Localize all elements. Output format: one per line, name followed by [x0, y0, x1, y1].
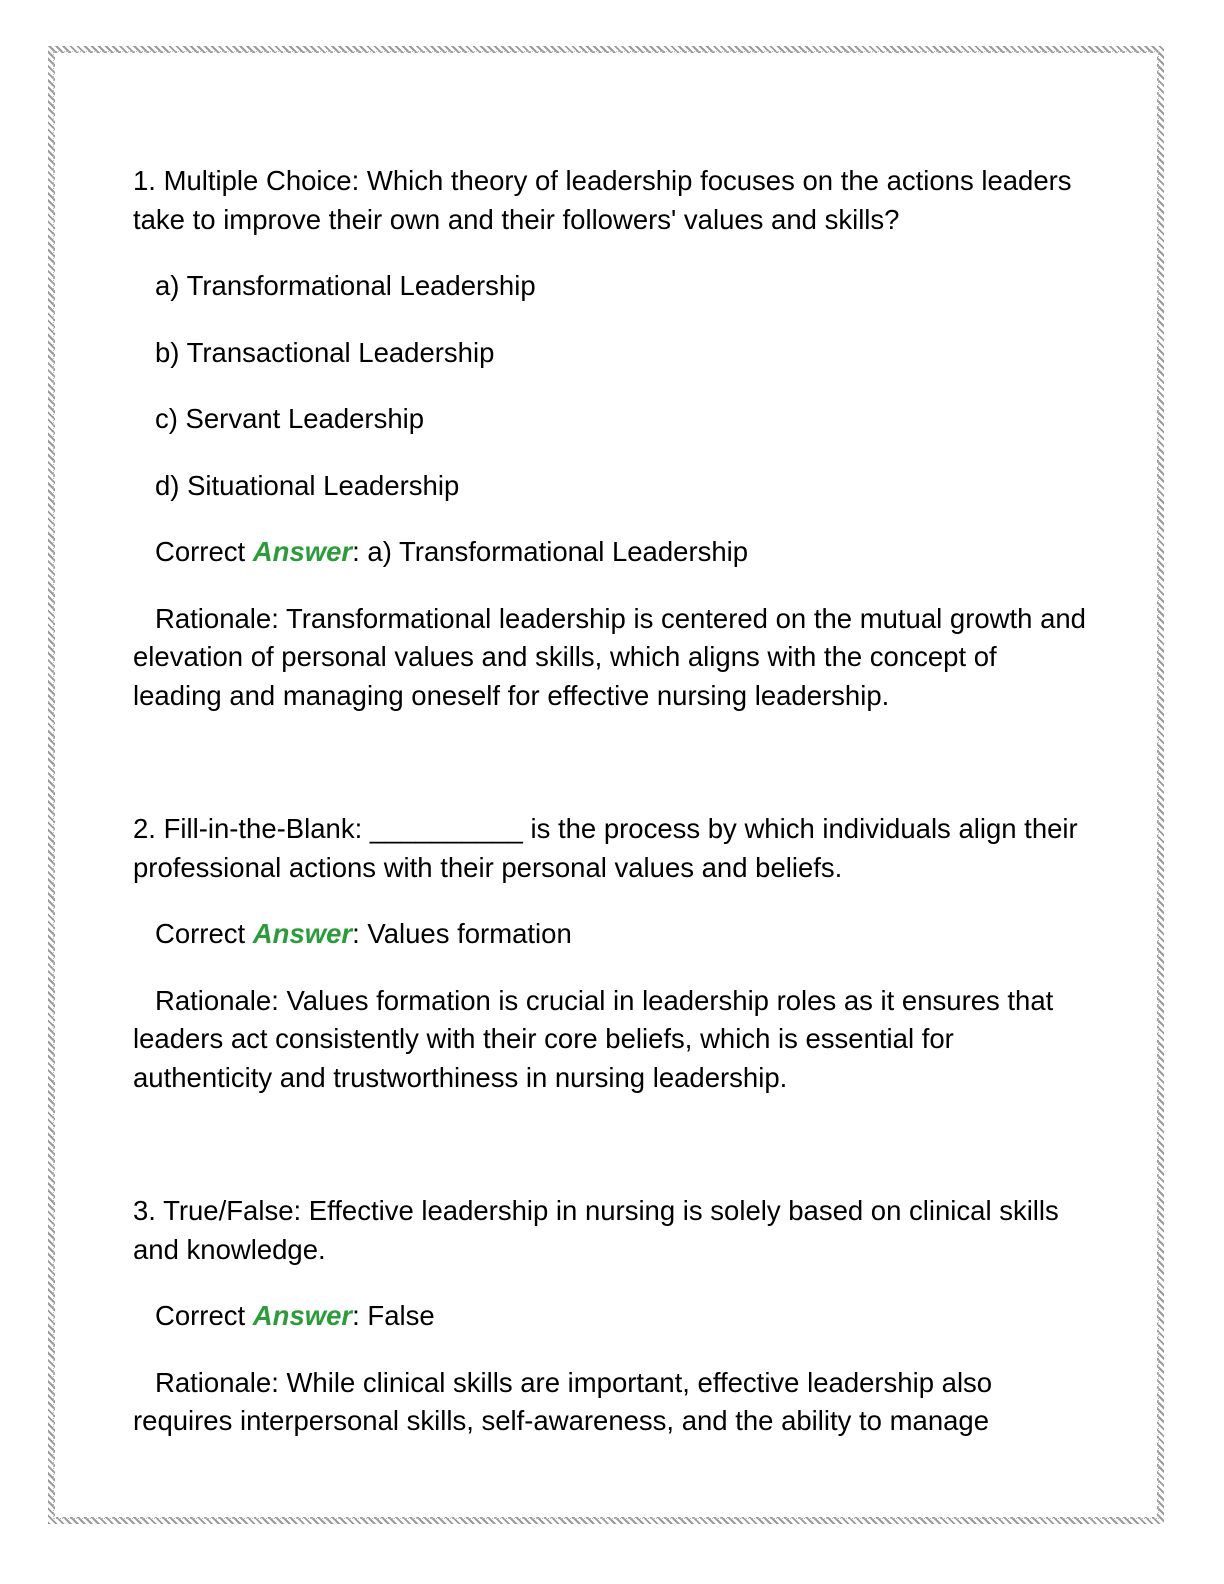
question-1 — [133, 162, 1093, 715]
question-1-option-a: a) Transformational Leadership — [155, 270, 536, 301]
answer-value: : a) Transformational Leadership — [352, 536, 749, 567]
document-body — [133, 162, 1093, 1441]
question-2-rationale: Rationale: Values formation is crucial in leadership roles as it ensures that leaders act consistently with their core beliefs, which is essential for authenticity and trustworthiness in nursing leadership. — [133, 984, 1054, 1093]
question-3-stem: 3. True/False: Effective leadership in nursing is solely based on clinical skills and knowledge. — [133, 1195, 1059, 1265]
question-1-option-b: b) Transactional Leadership — [155, 336, 495, 368]
answer-keyword: Answer — [252, 918, 353, 949]
answer-value: : Values formation — [352, 918, 572, 949]
question-2-stem: 2. Fill-in-the-Blank: __________ is the process by which individuals align their professional actions with their personal values and beliefs. — [133, 813, 1078, 883]
question-3-rationale: Rationale: While clinical skills are important, effective leadership also requires interpersonal skills, self-awareness, and the ability to manage — [133, 1366, 993, 1436]
question-1-option-d: d) Situational Leadership — [155, 469, 460, 501]
correct-label: Correct — [155, 536, 253, 567]
answer-value: : False — [352, 1300, 435, 1331]
question-1-correct-answer — [133, 533, 1093, 572]
question-1-rationale: Rationale: Transformational leadership is centered on the mutual growth and elevation of personal values and skills, which aligns with the concept of leading and managing oneself for effective nursing leadership. — [133, 602, 1086, 711]
question-1-option-c: c) Servant Leadership — [155, 403, 425, 434]
question-3-correct-answer — [133, 1297, 1093, 1336]
question-3 — [133, 1192, 1093, 1441]
question-2-correct-answer — [133, 915, 1093, 954]
question-2 — [133, 810, 1093, 1097]
question-1-stem: 1. Multiple Choice: Which theory of leadership focuses on the actions leaders take to improve their own and their followers' values and skills? — [133, 165, 1072, 235]
answer-keyword: Answer — [252, 536, 353, 567]
correct-label: Correct — [155, 1300, 253, 1331]
answer-keyword: Answer — [252, 1300, 353, 1331]
correct-label: Correct — [155, 918, 253, 949]
